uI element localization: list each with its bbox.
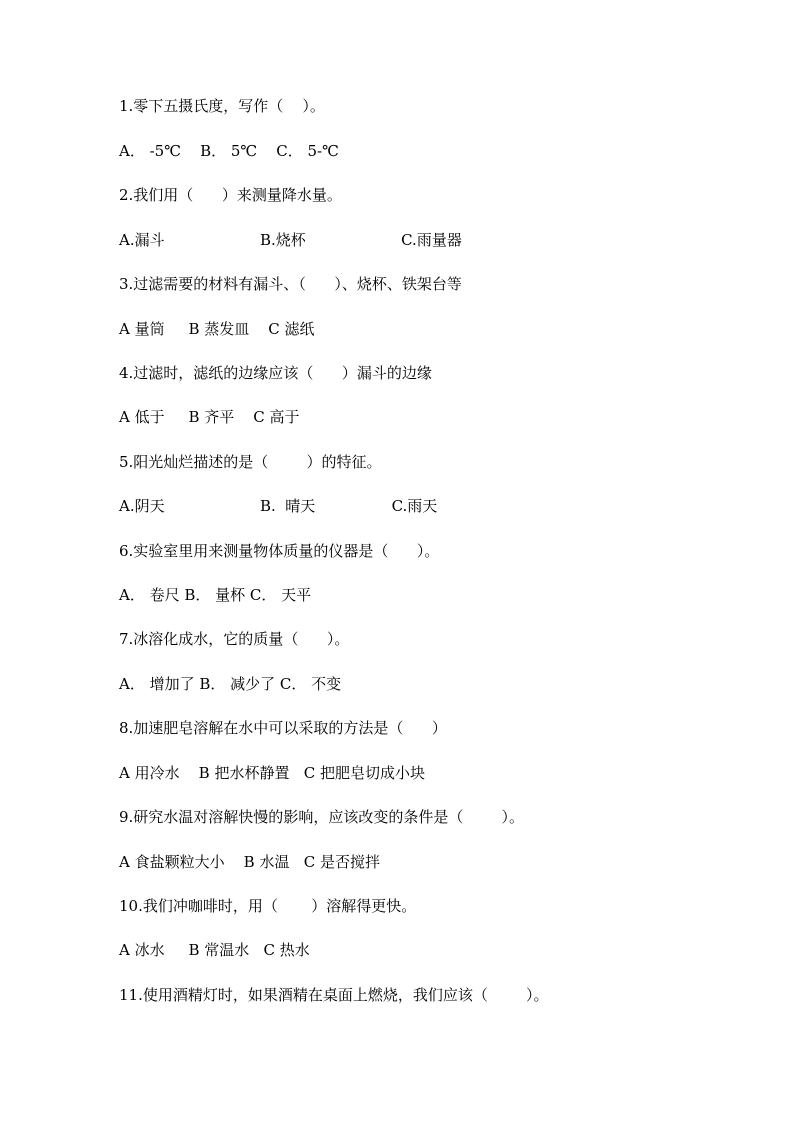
question-8: 8.加速肥皂溶解在水中可以采取的方法是（ ） xyxy=(119,719,447,737)
question-2: 2.我们用（ ）来测量降水量。 xyxy=(119,186,342,204)
question-6-options: A． 卷尺 B． 量杯 C． 天平 xyxy=(119,586,312,604)
question-4-options: A 低于 B 齐平 C 高于 xyxy=(119,408,300,426)
question-9-options: A 食盐颗粒大小 B 水温 C 是否搅拌 xyxy=(119,853,381,871)
question-5-options: A.阴天 B. 晴天 C.雨天 xyxy=(119,497,438,515)
question-5: 5.阳光灿烂描述的是（ ）的特征。 xyxy=(119,453,382,471)
question-4: 4.过滤时，滤纸的边缘应该（ ）漏斗的边缘 xyxy=(119,364,432,382)
question-11: 11.使用酒精灯时，如果酒精在桌面上燃烧，我们应该（ ）。 xyxy=(119,986,549,1004)
question-3: 3.过滤需要的材料有漏斗、（ ）、烧杯、铁架台等 xyxy=(119,275,462,293)
question-6: 6.实验室里用来测量物体质量的仪器是（ ）。 xyxy=(119,542,440,560)
question-3-options: A 量筒 B 蒸发皿 C 滤纸 xyxy=(119,320,315,338)
question-1: 1.零下五摄氏度，写作（ ）。 xyxy=(119,97,325,115)
question-7: 7.冰溶化成水，它的质量（ ）。 xyxy=(119,630,350,648)
question-2-options: A.漏斗 B.烧杯 C.雨量器 xyxy=(119,231,462,249)
question-7-options: A． 增加了 B． 减少了 C． 不变 xyxy=(119,675,342,693)
question-1-options: A． -5℃ B． 5℃ C． 5-℃ xyxy=(119,142,339,160)
question-9: 9.研究水温对溶解快慢的影响，应该改变的条件是（ ）。 xyxy=(119,808,524,826)
question-10-options: A 冰水 B 常温水 C 热水 xyxy=(119,941,310,959)
question-10: 10.我们冲咖啡时，用（ ）溶解得更快。 xyxy=(119,897,417,915)
question-8-options: A 用冷水 B 把水杯静置 C 把肥皂切成小块 xyxy=(119,764,426,782)
